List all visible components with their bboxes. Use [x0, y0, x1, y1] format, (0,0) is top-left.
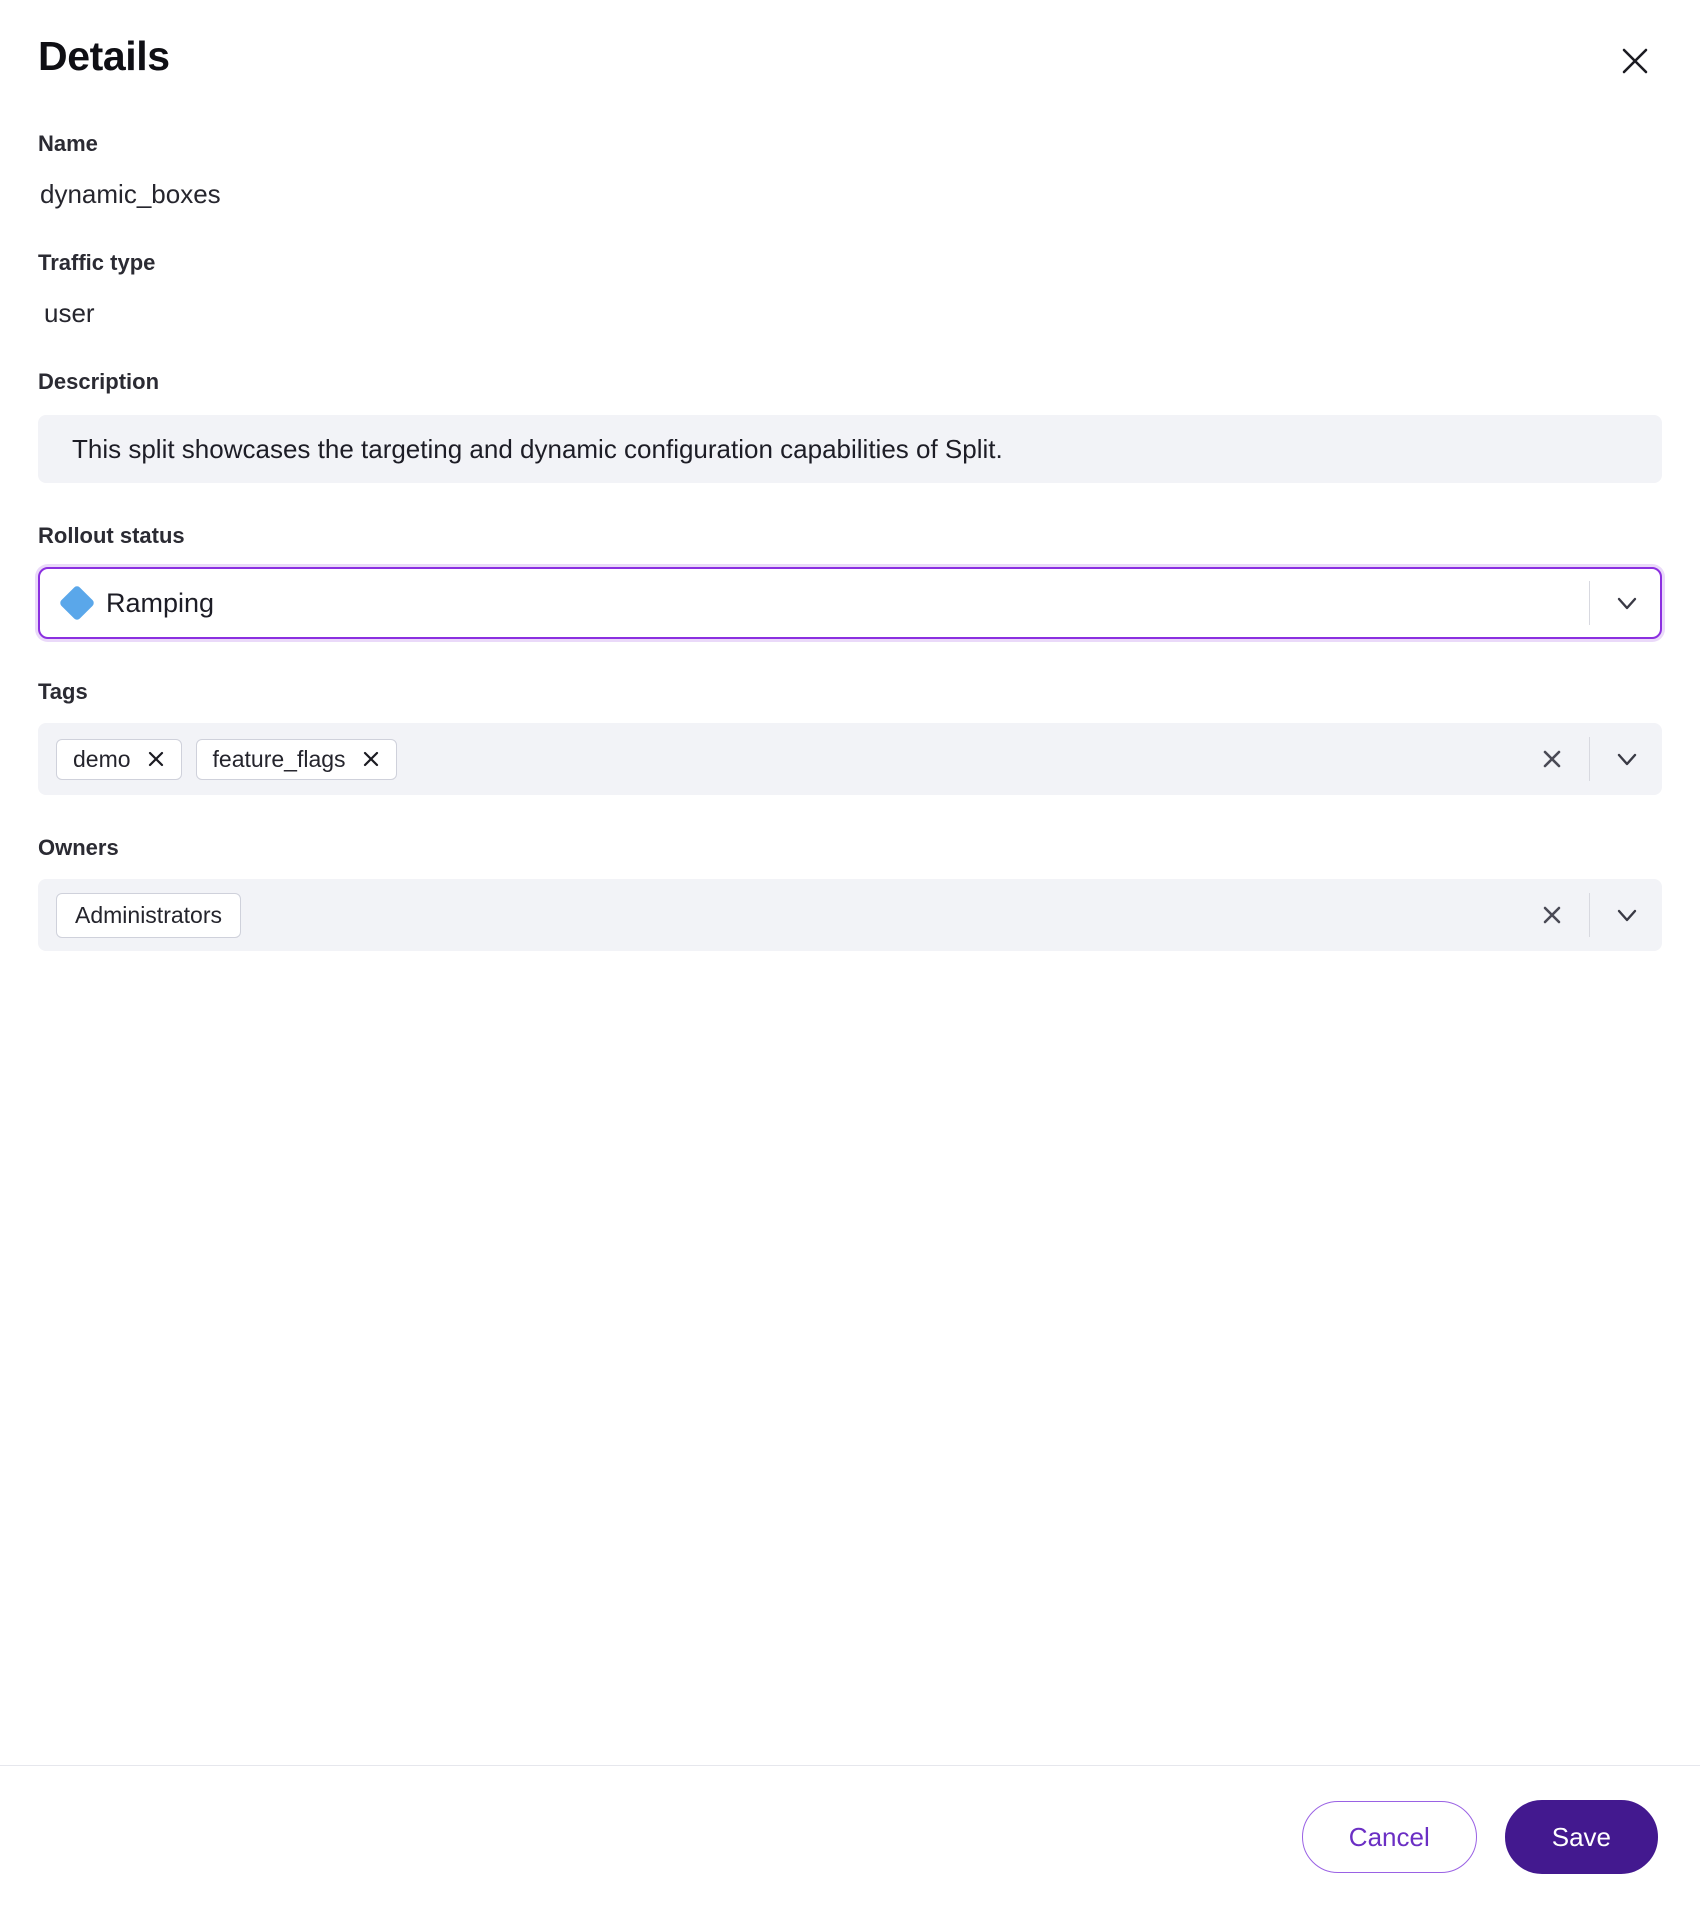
- divider: [1589, 581, 1590, 625]
- tag-token[interactable]: [196, 739, 397, 780]
- traffic-type-value: user: [44, 298, 95, 328]
- rollout-status-value: Ramping: [106, 587, 215, 618]
- clear-owners-icon[interactable]: [1523, 886, 1581, 944]
- page-title: Details: [38, 33, 170, 79]
- description-field-group: [38, 369, 1662, 483]
- description-label: Description: [38, 369, 160, 394]
- owner-token-label: Administrators: [75, 901, 222, 928]
- owners-token-list: [56, 893, 1523, 938]
- tag-token[interactable]: [56, 739, 182, 780]
- tag-token-label: feature_flags: [212, 745, 346, 772]
- divider: [1589, 737, 1590, 781]
- remove-tag-icon[interactable]: [145, 748, 167, 770]
- tags-input[interactable]: [38, 723, 1662, 795]
- owners-field-group: [38, 835, 1662, 951]
- save-button[interactable]: Save: [1505, 1800, 1658, 1874]
- chevron-down-icon[interactable]: [1598, 730, 1656, 788]
- tags-token-list: [56, 739, 1523, 780]
- rollout-status-selected: [64, 588, 1581, 619]
- owner-token[interactable]: [56, 893, 241, 938]
- tags-label: Tags: [38, 679, 88, 704]
- chevron-down-icon[interactable]: [1598, 574, 1656, 632]
- tag-token-label: demo: [73, 745, 131, 772]
- close-icon[interactable]: [1612, 38, 1658, 84]
- chevron-down-icon[interactable]: [1598, 886, 1656, 944]
- dialog-footer: [0, 1765, 1700, 1912]
- rollout-status-label: Rollout status: [38, 523, 185, 548]
- divider: [1589, 893, 1590, 937]
- rollout-status-select[interactable]: [38, 567, 1662, 639]
- name-value: dynamic_boxes: [40, 179, 221, 209]
- traffic-type-field-group: [38, 250, 1662, 329]
- dialog-header: [38, 34, 1662, 84]
- clear-tags-icon[interactable]: [1523, 730, 1581, 788]
- remove-tag-icon[interactable]: [360, 748, 382, 770]
- name-field-group: [38, 131, 1662, 210]
- traffic-type-label: Traffic type: [38, 250, 156, 275]
- cancel-button[interactable]: Cancel: [1302, 1801, 1477, 1873]
- owners-label: Owners: [38, 835, 119, 860]
- tags-field-group: [38, 679, 1662, 795]
- status-diamond-icon: [59, 585, 96, 622]
- rollout-status-field-group: [38, 523, 1662, 639]
- owners-input[interactable]: [38, 879, 1662, 951]
- name-label: Name: [38, 131, 98, 156]
- description-value[interactable]: This split showcases the targeting and dynamic configuration capabilities of Split.: [38, 415, 1662, 483]
